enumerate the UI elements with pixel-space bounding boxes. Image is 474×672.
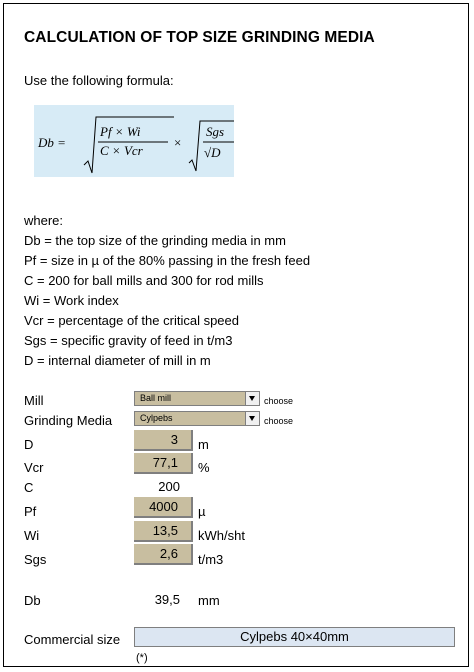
formula-sgs: Sgs: [206, 124, 225, 139]
formula-denominator: C × Vcr: [100, 143, 143, 158]
sgs-label: Sgs: [24, 552, 47, 567]
wi-unit: kWh/sht: [198, 528, 245, 543]
grinding-media-select-value: Cylpebs: [140, 413, 173, 423]
chevron-down-icon[interactable]: [245, 412, 259, 425]
vcr-input[interactable]: 77,1: [134, 453, 193, 474]
formula-times: ×: [174, 135, 182, 150]
legend-line: Db = the top size of the grinding media in mm: [24, 233, 286, 248]
commercial-size-label: Commercial size: [24, 632, 121, 647]
mill-label: Mill: [24, 393, 44, 408]
formula-numerator: Pf × Wi: [100, 124, 141, 139]
formula-intro: Use the following formula:: [24, 73, 174, 88]
legend-line: C = 200 for ball mills and 300 for rod mills: [24, 273, 264, 288]
formula-image: [34, 105, 234, 177]
vcr-label: Vcr: [24, 460, 44, 475]
db-value: 39,5: [154, 592, 180, 607]
wi-label: Wi: [24, 528, 40, 543]
formula-sqrt-d: √D: [204, 145, 221, 160]
mill-select-value: Ball mill: [140, 393, 172, 403]
d-unit: m: [198, 437, 209, 452]
grinding-media-label: Grinding Media: [24, 413, 113, 428]
commercial-size-value: Cylpebs 40×40mm: [134, 627, 455, 647]
mill-select[interactable]: [134, 391, 260, 406]
db-label: Db: [24, 593, 41, 608]
footnote-marker: (*): [136, 652, 148, 664]
grinding-media-select[interactable]: [134, 411, 260, 426]
page-title: CALCULATION OF TOP SIZE GRINDING MEDIA: [24, 29, 375, 46]
sgs-unit: t/m3: [198, 552, 224, 567]
legend-line: Sgs = specific gravity of feed in t/m3: [24, 333, 233, 348]
legend-line: Wi = Work index: [24, 293, 119, 308]
vcr-unit: %: [198, 460, 210, 475]
legend-line: D = internal diameter of mill in m: [24, 353, 211, 368]
c-value: 200: [158, 479, 180, 494]
sgs-input[interactable]: 2,6: [134, 544, 193, 565]
legend-line: Vcr = percentage of the critical speed: [24, 313, 239, 328]
mill-choose-hint: choose: [264, 396, 294, 406]
pf-label: Pf: [24, 504, 37, 519]
media-choose-hint: choose: [264, 416, 294, 426]
pf-unit: µ: [198, 504, 206, 519]
c-label: C: [24, 480, 34, 495]
db-unit: mm: [198, 593, 220, 608]
legend-header: where:: [24, 213, 64, 228]
chevron-down-icon[interactable]: [245, 392, 259, 405]
formula-lhs: Db =: [38, 135, 66, 150]
legend-line: Pf = size in µ of the 80% passing in the fresh feed: [24, 253, 311, 268]
pf-input[interactable]: 4000: [134, 497, 193, 518]
d-label: D: [24, 437, 34, 452]
d-input[interactable]: 3: [134, 430, 193, 451]
wi-input[interactable]: 13,5: [134, 521, 193, 542]
